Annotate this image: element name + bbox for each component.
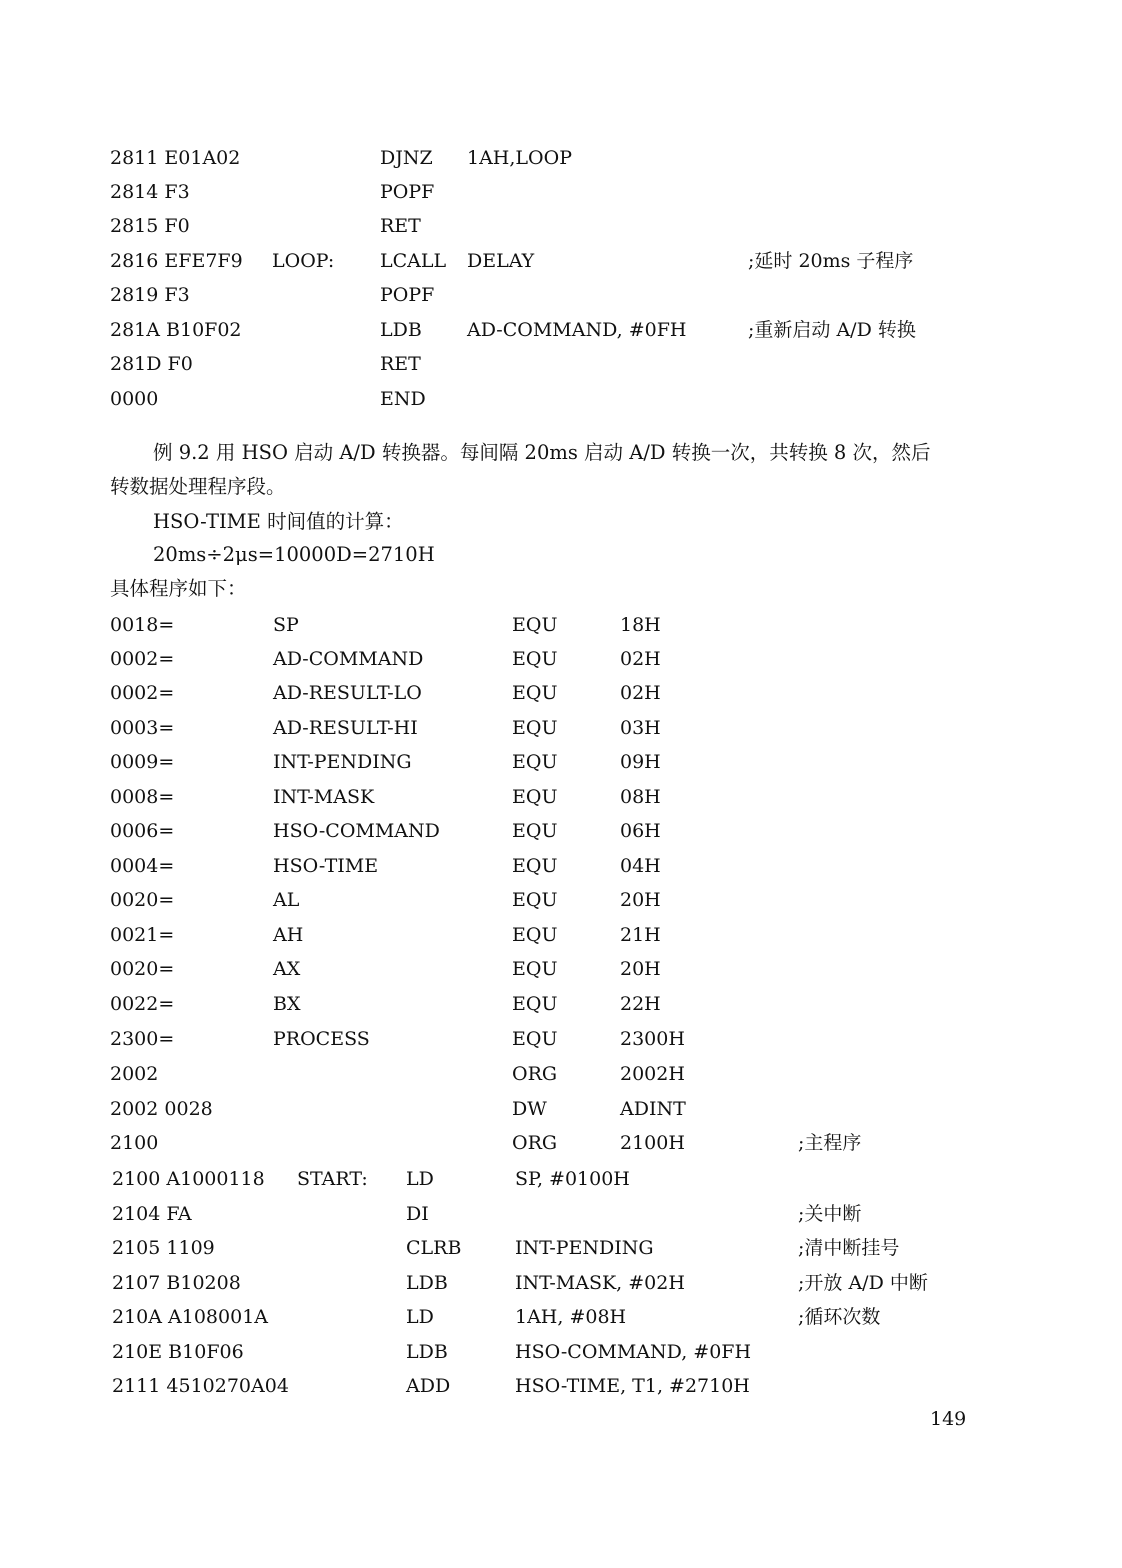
equate-line <box>110 676 1110 710</box>
equate-op: EQU <box>512 820 558 842</box>
code-operand: INT-MASK, #02H <box>515 1272 685 1294</box>
code-line <box>112 1162 1112 1196</box>
code-label: LOOP: <box>272 250 335 272</box>
equate-op: EQU <box>512 682 558 704</box>
code-address: 281A B10F02 <box>110 319 242 341</box>
equate-address: 2300= <box>110 1028 175 1050</box>
equate-value: 2002H <box>620 1063 685 1085</box>
equate-name: SP <box>273 614 299 636</box>
equate-value: 09H <box>620 751 661 773</box>
equate-line <box>110 1022 1110 1056</box>
code-address: 0000 <box>110 388 159 410</box>
equate-op: ORG <box>512 1063 558 1085</box>
code-line <box>112 1231 1112 1265</box>
program-intro: 具体程序如下： <box>110 577 247 600</box>
equate-name: AX <box>273 958 301 980</box>
equate-value: 08H <box>620 786 661 808</box>
equate-address: 0002= <box>110 682 175 704</box>
org-op: ORG <box>512 1132 558 1154</box>
equate-address: 0003= <box>110 717 175 739</box>
code-opcode: ADD <box>406 1375 451 1397</box>
code-line <box>110 244 1110 278</box>
equate-line <box>110 780 1110 814</box>
code-line <box>112 1197 1112 1231</box>
page-number: 149 <box>930 1408 967 1430</box>
code-opcode: RET <box>380 215 421 237</box>
calc-title: HSO-TIME 时间值的计算： <box>153 510 404 533</box>
code-comment: ;开放 A/D 中断 <box>798 1272 928 1294</box>
code-line <box>110 209 1110 243</box>
code-comment: ;循环次数 <box>798 1306 881 1328</box>
code-opcode: LDB <box>380 319 422 341</box>
code-address: 2105 1109 <box>112 1237 215 1259</box>
equate-address: 0009= <box>110 751 175 773</box>
code-address: 2811 E01A02 <box>110 147 241 169</box>
code-comment: ;清中断挂号 <box>798 1237 900 1259</box>
code-opcode: RET <box>380 353 421 375</box>
equate-value: 02H <box>620 648 661 670</box>
code-address: 281D F0 <box>110 353 193 375</box>
equate-address: 0008= <box>110 786 175 808</box>
equate-line <box>110 745 1110 779</box>
equate-value: ADINT <box>620 1098 686 1120</box>
equate-address: 0022= <box>110 993 175 1015</box>
equate-value: 03H <box>620 717 661 739</box>
code-opcode: POPF <box>380 181 435 203</box>
equate-address: 0020= <box>110 889 175 911</box>
equate-op: EQU <box>512 648 558 670</box>
equate-op: EQU <box>512 614 558 636</box>
org-address: 2100 <box>110 1132 159 1154</box>
code-comment: ;重新启动 A/D 转换 <box>748 319 916 341</box>
code-operand: 1AH, #08H <box>515 1306 627 1328</box>
equate-address: 0006= <box>110 820 175 842</box>
code-address: 210A A108001A <box>112 1306 268 1328</box>
equate-value: 20H <box>620 889 661 911</box>
code-comment: ;延时 20ms 子程序 <box>748 250 914 272</box>
code-line <box>112 1266 1112 1300</box>
equate-address: 0018= <box>110 614 175 636</box>
equate-value: 2300H <box>620 1028 685 1050</box>
example-line-2: 转数据处理程序段。 <box>110 475 286 498</box>
code-line <box>110 278 1110 312</box>
equate-name: BX <box>273 993 301 1015</box>
code-operand: HSO-TIME, T1, #2710H <box>515 1375 750 1397</box>
equate-address: 0021= <box>110 924 175 946</box>
equate-address: 2002 <box>110 1063 159 1085</box>
org-line <box>110 1126 1110 1160</box>
code-address: 2814 F3 <box>110 181 190 203</box>
code-address: 2100 A1000118 <box>112 1168 265 1190</box>
equate-address: 0004= <box>110 855 175 877</box>
equate-name: AD-COMMAND <box>273 648 424 670</box>
equate-op: EQU <box>512 717 558 739</box>
equate-op: EQU <box>512 924 558 946</box>
code-line <box>112 1335 1112 1369</box>
equate-name: AL <box>273 889 300 911</box>
code-line <box>110 347 1110 381</box>
equate-line <box>110 642 1110 676</box>
equate-name: HSO-TIME <box>273 855 379 877</box>
code-line <box>110 382 1110 416</box>
equate-value: 18H <box>620 614 661 636</box>
code-opcode: DI <box>406 1203 429 1225</box>
equate-name: AH <box>273 924 304 946</box>
code-address: 210E B10F06 <box>112 1341 244 1363</box>
equate-value: 21H <box>620 924 661 946</box>
equate-address: 0020= <box>110 958 175 980</box>
equate-line <box>110 608 1110 642</box>
code-address: 2107 B10208 <box>112 1272 241 1294</box>
equate-name: AD-RESULT-LO <box>273 682 422 704</box>
code-opcode: DJNZ <box>380 147 433 169</box>
equate-line <box>110 1092 1110 1126</box>
code-opcode: LCALL <box>380 250 447 272</box>
equate-op: EQU <box>512 786 558 808</box>
code-label: START: <box>297 1168 368 1190</box>
code-operand: SP, #0100H <box>515 1168 630 1190</box>
code-opcode: END <box>380 388 426 410</box>
equate-op: DW <box>512 1098 547 1120</box>
equate-line <box>110 883 1110 917</box>
code-operand: 1AH,LOOP <box>467 147 572 169</box>
equate-value: 02H <box>620 682 661 704</box>
equate-op: EQU <box>512 1028 558 1050</box>
equate-name: AD-RESULT-HI <box>273 717 418 739</box>
equate-line <box>110 814 1110 848</box>
code-operand: HSO-COMMAND, #0FH <box>515 1341 752 1363</box>
equate-op: EQU <box>512 993 558 1015</box>
code-line <box>112 1369 1112 1403</box>
code-opcode: LDB <box>406 1272 448 1294</box>
code-line <box>112 1300 1112 1334</box>
equate-op: EQU <box>512 751 558 773</box>
equate-line <box>110 1057 1110 1091</box>
equate-line <box>110 849 1110 883</box>
code-address: 2815 F0 <box>110 215 190 237</box>
equate-line <box>110 711 1110 745</box>
equate-address: 2002 0028 <box>110 1098 213 1120</box>
code-operand: AD-COMMAND, #0FH <box>467 319 687 341</box>
code-address: 2816 EFE7F9 <box>110 250 243 272</box>
equate-name: INT-PENDING <box>273 751 412 773</box>
equate-value: 04H <box>620 855 661 877</box>
equate-op: EQU <box>512 958 558 980</box>
calc-formula: 20ms÷2μs=10000D=2710H <box>153 543 435 566</box>
equate-line <box>110 918 1110 952</box>
code-opcode: LDB <box>406 1341 448 1363</box>
code-line <box>110 141 1110 175</box>
org-value: 2100H <box>620 1132 685 1154</box>
equate-value: 20H <box>620 958 661 980</box>
equate-name: INT-MASK <box>273 786 375 808</box>
equate-value: 06H <box>620 820 661 842</box>
code-opcode: POPF <box>380 284 435 306</box>
code-opcode: LD <box>406 1306 434 1328</box>
org-comment: ;主程序 <box>798 1132 862 1154</box>
equate-line <box>110 952 1110 986</box>
code-address: 2104 FA <box>112 1203 192 1225</box>
code-address: 2111 4510270A04 <box>112 1375 289 1397</box>
code-comment: ;关中断 <box>798 1203 862 1225</box>
code-line <box>110 175 1110 209</box>
equate-address: 0002= <box>110 648 175 670</box>
equate-op: EQU <box>512 855 558 877</box>
equate-name: HSO-COMMAND <box>273 820 440 842</box>
equate-line <box>110 987 1110 1021</box>
code-address: 2819 F3 <box>110 284 190 306</box>
code-operand: INT-PENDING <box>515 1237 654 1259</box>
equate-name: PROCESS <box>273 1028 370 1050</box>
equate-value: 22H <box>620 993 661 1015</box>
code-line <box>110 313 1110 347</box>
example-line-1: 例 9.2 用 HSO 启动 A/D 转换器。每间隔 20ms 启动 A/D 转换一次，共转换 8 次，然后 <box>153 441 931 464</box>
equate-op: EQU <box>512 889 558 911</box>
code-opcode: CLRB <box>406 1237 462 1259</box>
code-operand: DELAY <box>467 250 535 272</box>
code-opcode: LD <box>406 1168 434 1190</box>
